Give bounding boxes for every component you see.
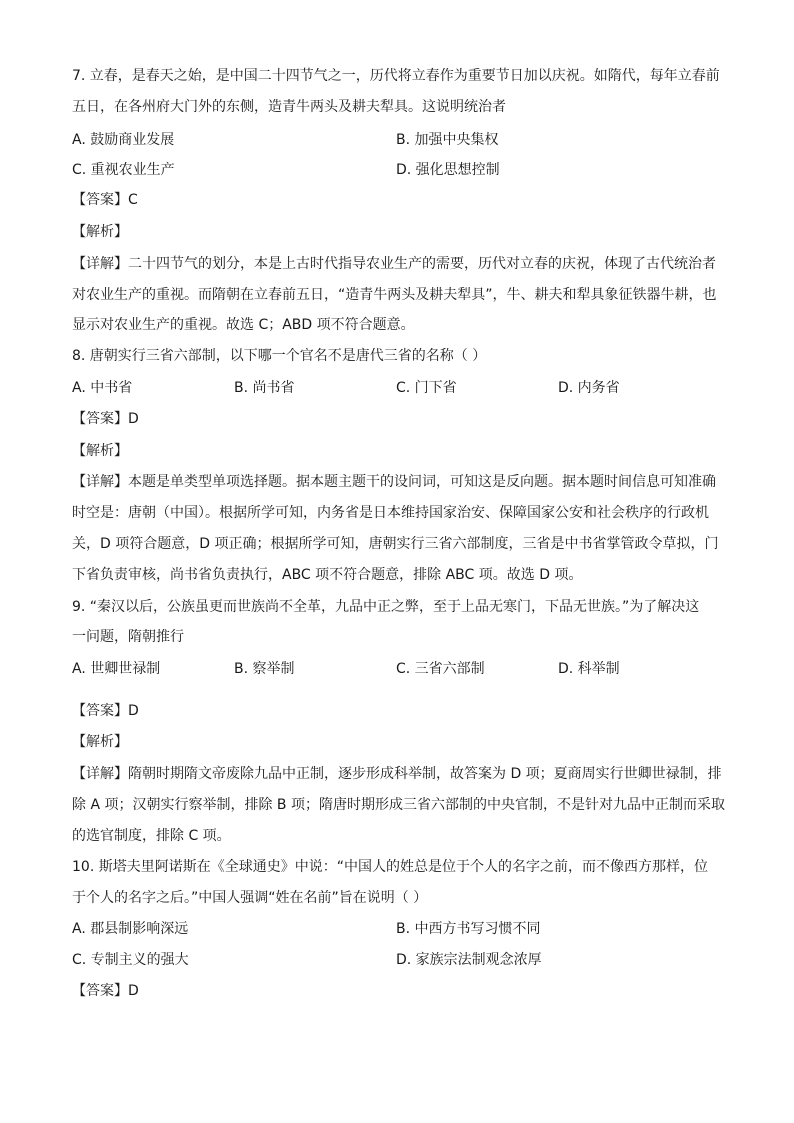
q8-answer: 【答案】D [72, 411, 139, 427]
q8-detail-line-3: 关，D 项符合题意，D 项正确；根据所学可知，唐朝实行三省六部制度，三省是中书省掌管政令草拟，门 [72, 536, 719, 552]
q8-analysis-heading: 【解析】 [72, 443, 128, 459]
q7-option-a: A. 鼓励商业发展 [72, 132, 175, 148]
q9-analysis-heading: 【解析】 [72, 734, 128, 750]
q8-detail-line-4: 下省负责审核，尚书省负责执行，ABC 项不符合题意，排除 ABC 项。故选 D 项。 [72, 567, 583, 583]
q9-option-c: C. 三省六部制 [396, 661, 485, 677]
q10-option-d: D. 家族宗法制观念浓厚 [396, 952, 542, 968]
q7-option-b: B. 加强中央集权 [396, 132, 499, 148]
q9-detail-line-1: 【详解】隋朝时期隋文帝废除九品中正制，逐步形成科举制，故答案为 D 项；夏商周实行世卿世禄制，排 [72, 766, 722, 782]
q7-stem-line-2: 五日，在各州府大门外的东侧，造青牛两头及耕夫犁具。这说明统治者 [72, 99, 506, 115]
q8-stem-line-1: 8. 唐朝实行三省六部制，以下哪一个官名不是唐代三省的名称（ ） [72, 348, 487, 364]
q7-detail-line-2: 对农业生产的重视。而隋朝在立春前五日，“造青牛两头及耕夫犁具”，牛、耕夫和犁具象征铁器牛耕，也 [72, 287, 717, 303]
q8-option-b: B. 尚书省 [234, 380, 295, 396]
q9-stem-line-2: 一问题，隋朝推行 [72, 629, 184, 645]
q8-option-a: A. 中书省 [72, 380, 133, 396]
q9-answer: 【答案】D [72, 703, 139, 719]
q7-detail-line-1: 【详解】二十四节气的划分，本是上古时代指导农业生产的需要，历代对立春的庆祝，体现了古代统治者 [72, 256, 716, 272]
q7-analysis-heading: 【解析】 [72, 224, 128, 240]
q9-stem-line-1: 9. “秦汉以后，公族虽更而世族尚不全革，九品中正之弊，至于上品无寒门，下品无世族。”为了解决这 [72, 599, 700, 615]
q7-option-d: D. 强化思想控制 [396, 162, 500, 178]
q9-option-a: A. 世卿世禄制 [72, 661, 161, 677]
q8-option-c: C. 门下省 [396, 380, 457, 396]
q10-answer: 【答案】D [72, 983, 139, 999]
q8-option-d: D. 内务省 [558, 380, 620, 396]
q10-option-a: A. 郡县制影响深远 [72, 921, 189, 937]
q10-stem-line-2: 于个人的名字之后。”中国人强调“姓在名前”旨在说明（ ） [72, 890, 428, 906]
q9-option-b: B. 察举制 [234, 661, 295, 677]
q7-answer: 【答案】C [72, 192, 138, 208]
q7-option-c: C. 重视农业生产 [72, 162, 175, 178]
q9-detail-line-3: 的选官制度，排除 C 项。 [72, 828, 231, 844]
q7-stem-line-1: 7. 立春，是春天之始，是中国二十四节气之一，历代将立春作为重要节日加以庆祝。如隋代，每年立春前 [72, 68, 720, 84]
q10-option-b: B. 中西方书写习惯不同 [396, 921, 541, 937]
q7-detail-line-3: 显示对农业生产的重视。故选 C；ABD 项不符合题意。 [72, 317, 415, 333]
q10-option-c: C. 专制主义的强大 [72, 952, 189, 968]
q8-detail-line-1: 【详解】本题是单类型单项选择题。据本题主题干的设问词，可知这是反向题。据本题时间信息可知准确 [72, 474, 716, 490]
q9-option-d: D. 科举制 [558, 661, 620, 677]
q10-stem-line-1: 10. 斯塔夫里阿诺斯在《全球通史》中说：“中国人的姓总是位于个人的名字之前，而不像西方那样，位 [72, 859, 708, 875]
q9-detail-line-2: 除 A 项；汉朝实行察举制，排除 B 项；隋唐时期形成三省六部制的中央官制，不是针对九品中正制而采取 [72, 797, 725, 813]
q8-detail-line-2: 时空是：唐朝（中国）。根据所学可知，内务省是日本维持国家治安、保障国家公安和社会秩序的行政机 [72, 505, 709, 521]
